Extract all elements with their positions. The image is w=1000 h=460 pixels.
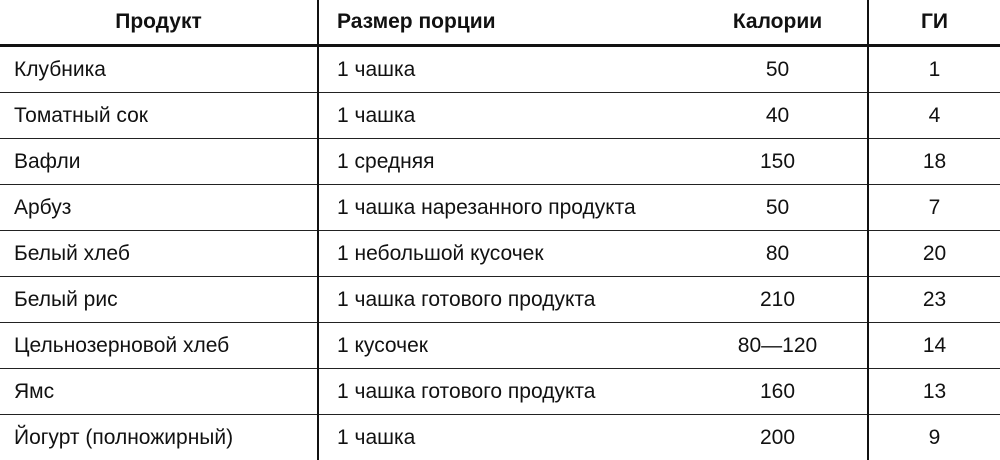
cell-gi: 20 xyxy=(868,231,1000,277)
cell-portion: 1 чашка xyxy=(318,93,688,139)
table-row xyxy=(0,139,1000,185)
cell-gi: 23 xyxy=(868,277,1000,323)
cell-calories: 80 xyxy=(688,231,868,277)
header-portion: Размер порции xyxy=(318,0,688,46)
cell-gi: 4 xyxy=(868,93,1000,139)
header-product: Продукт xyxy=(0,0,318,46)
cell-gi: 13 xyxy=(868,369,1000,415)
header-calories: Калории xyxy=(688,0,868,46)
table-header xyxy=(0,0,1000,46)
cell-portion: 1 чашка готового продукта xyxy=(318,277,688,323)
cell-calories: 210 xyxy=(688,277,868,323)
cell-product: Йогурт (полножирный) xyxy=(0,415,318,460)
cell-product: Цельнозерновой хлеб xyxy=(0,323,318,369)
table-row xyxy=(0,185,1000,231)
cell-calories: 50 xyxy=(688,46,868,93)
cell-product: Томатный сок xyxy=(0,93,318,139)
cell-portion: 1 чашка xyxy=(318,46,688,93)
cell-portion: 1 чашка xyxy=(318,415,688,460)
cell-calories: 200 xyxy=(688,415,868,460)
cell-product: Белый рис xyxy=(0,277,318,323)
cell-portion: 1 кусочек xyxy=(318,323,688,369)
table-body xyxy=(0,46,1000,460)
table-row xyxy=(0,415,1000,460)
cell-product: Белый хлеб xyxy=(0,231,318,277)
cell-calories: 40 xyxy=(688,93,868,139)
cell-gi: 14 xyxy=(868,323,1000,369)
cell-portion: 1 чашка готового продукта xyxy=(318,369,688,415)
cell-calories: 80—120 xyxy=(688,323,868,369)
cell-product: Клубника xyxy=(0,46,318,93)
cell-calories: 150 xyxy=(688,139,868,185)
cell-gi: 9 xyxy=(868,415,1000,460)
cell-gi: 7 xyxy=(868,185,1000,231)
table-row xyxy=(0,231,1000,277)
cell-gi: 18 xyxy=(868,139,1000,185)
cell-product: Вафли xyxy=(0,139,318,185)
header-row xyxy=(0,0,1000,46)
cell-product: Арбуз xyxy=(0,185,318,231)
table-row xyxy=(0,323,1000,369)
cell-calories: 160 xyxy=(688,369,868,415)
cell-product: Ямс xyxy=(0,369,318,415)
cell-gi: 1 xyxy=(868,46,1000,93)
cell-calories: 50 xyxy=(688,185,868,231)
cell-portion: 1 небольшой кусочек xyxy=(318,231,688,277)
cell-portion: 1 средняя xyxy=(318,139,688,185)
table-row xyxy=(0,46,1000,93)
header-gi: ГИ xyxy=(868,0,1000,46)
table-row xyxy=(0,369,1000,415)
table-row xyxy=(0,277,1000,323)
cell-portion: 1 чашка нарезанного продукта xyxy=(318,185,688,231)
table-row xyxy=(0,93,1000,139)
